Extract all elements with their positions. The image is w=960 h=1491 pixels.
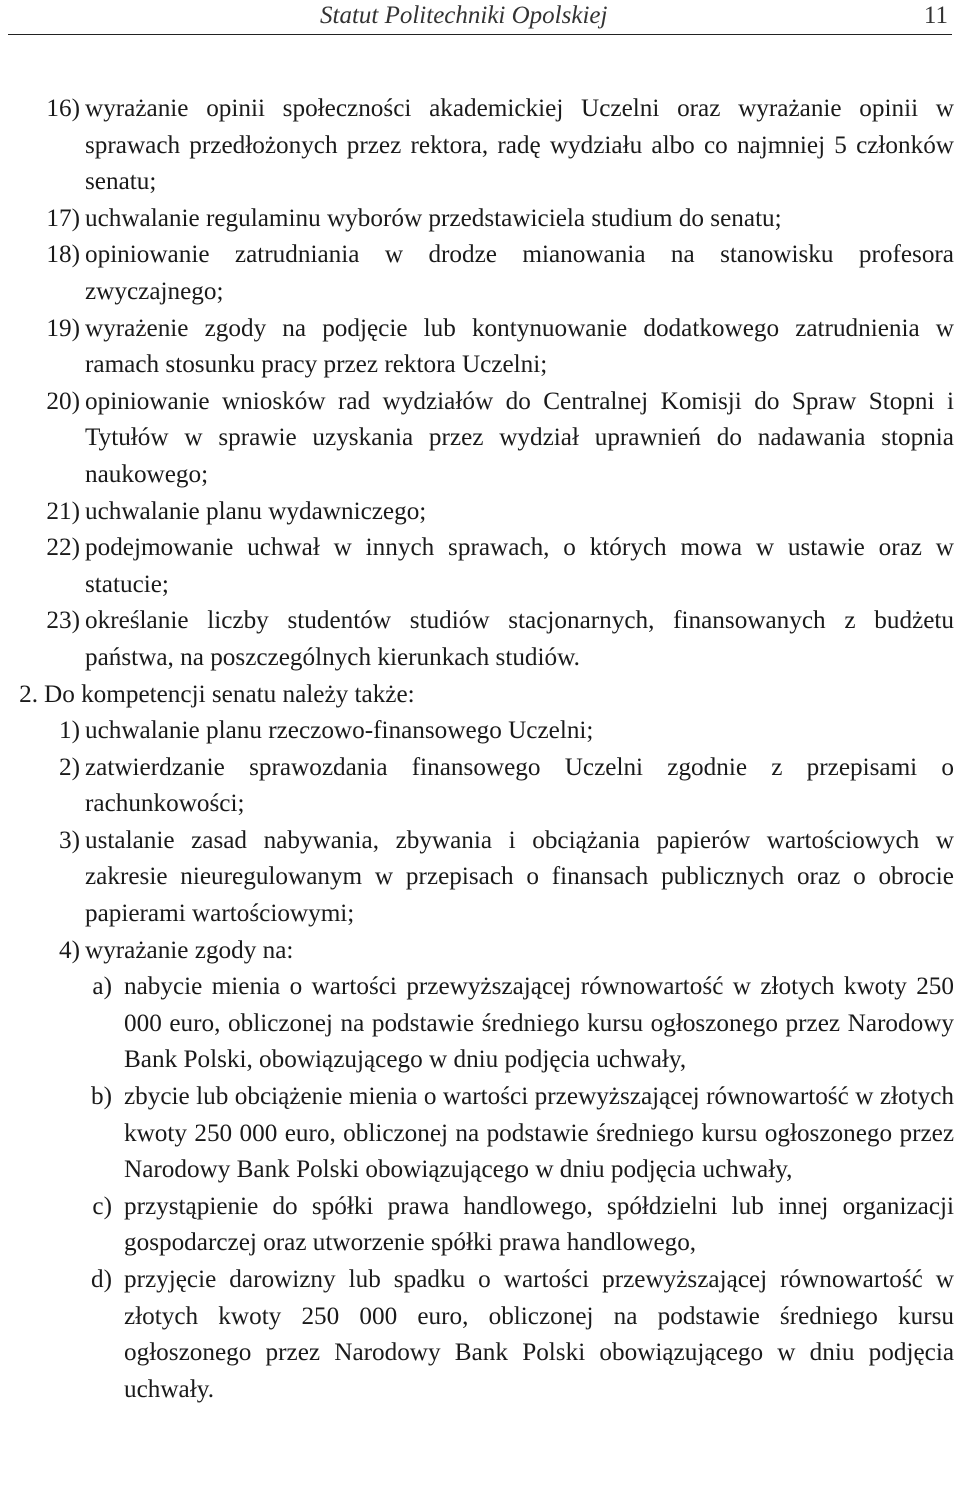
- item-text: opiniowanie zatrudniania w drodze mianowania na stanowisku profesora zwyczajnego;: [85, 241, 954, 305]
- list-item: [0, 933, 960, 970]
- item-number: 23): [46, 607, 80, 635]
- item-text: określanie liczby studentów studiów stacjonarnych, finansowanych z budżetu państwa, na poszczególnych kierunkach studiów.: [85, 607, 954, 671]
- list-item: [0, 530, 960, 603]
- item-number: 3): [59, 826, 80, 854]
- running-title: Statut Politechniki Opolskiej: [320, 2, 608, 29]
- sub-item-letter: a): [92, 973, 112, 1001]
- list-item: [0, 91, 960, 201]
- item-number: 1): [59, 717, 80, 745]
- running-header: [8, 0, 952, 35]
- item-text: wyrażenie zgody na podjęcie lub kontynuowanie dodatkowego zatrudnienia w ramach stosunku pracy przez rektora Uczelni;: [85, 314, 954, 379]
- item-number: 22): [46, 534, 80, 562]
- sub-list-item: [0, 1079, 960, 1189]
- item-text: zatwierdzanie sprawozdania finansowego Uczelni zgodnie z przepisami o rachunkowości;: [85, 753, 954, 818]
- item-text: uchwalanie planu wydawniczego;: [85, 497, 427, 525]
- list-item: [0, 201, 960, 238]
- section-heading: [0, 677, 960, 714]
- item-text: uchwalanie planu rzeczowo-finansowego Uczelni;: [85, 717, 594, 745]
- sub-list-item: [0, 969, 960, 1079]
- item-text: podejmowanie uchwał w innych sprawach, o których mowa w ustawie oraz w statucie;: [85, 534, 954, 598]
- list-item: [0, 384, 960, 494]
- item-number: 19): [46, 314, 80, 342]
- item-text: wyrażanie zgody na:: [85, 936, 294, 964]
- list-item: [0, 823, 960, 933]
- page-number: 11: [923, 2, 948, 29]
- section-number: 2.: [19, 680, 38, 708]
- list-item: [0, 311, 960, 384]
- list-item: [0, 713, 960, 750]
- sub-item-letter: d): [91, 1266, 112, 1293]
- item-number: 4): [59, 936, 80, 964]
- sub-list-item: [0, 1189, 960, 1262]
- sub-item-letter: c): [92, 1192, 112, 1220]
- item-number: 21): [46, 497, 80, 525]
- item-text: ustalanie zasad nabywania, zbywania i obciążania papierów wartościowych w zakresie nieuregulowanym w przepisach o finansach publicznych oraz o obrocie papierami wartościowymi;: [85, 826, 954, 928]
- item-number: 2): [59, 753, 80, 781]
- sub-item-text: nabycie mienia o wartości przewyższającej równowartość w złotych kwoty 250 000 euro, obliczonej na podstawie średniego kursu ogłoszonego przez Narodowy Bank Polski, obowiązującego w dniu podjęcia uchwały,: [124, 973, 954, 1074]
- list-item: [0, 237, 960, 310]
- section-text: Do kompetencji senatu należy także:: [44, 680, 415, 708]
- sub-list-item: [0, 1262, 960, 1408]
- item-number: 16): [46, 95, 80, 122]
- item-number: 17): [46, 204, 80, 232]
- item-text: opiniowanie wniosków rad wydziałów do Centralnej Komisji do Spraw Stopni i Tytułów w sprawie uzyskania przez wydział uprawnień do nadawania stopnia naukowego;: [85, 387, 954, 488]
- item-text: wyrażanie opinii społeczności akademickiej Uczelni oraz wyrażanie opinii w sprawach przedłożonych przez rektora, radę wydziału albo co najmniej 5 członków senatu;: [85, 95, 954, 196]
- document-body: [0, 91, 960, 1408]
- sub-item-letter: b): [91, 1083, 112, 1111]
- sub-item-text: przyjęcie darowizny lub spadku o wartości przewyższającej równowartość w złotych kwoty 250 000 euro, obliczonej na podstawie średniego kursu ogłoszonego przez Narodowy Bank Polski obowiązującego w dniu podjęcia uchwały.: [124, 1266, 954, 1403]
- sub-item-text: przystąpienie do spółki prawa handlowego, spółdzielni lub innej organizacji gospodarczej oraz utworzenie spółki prawa handlowego,: [124, 1192, 954, 1257]
- list-item: [0, 750, 960, 823]
- item-text: uchwalanie regulaminu wyborów przedstawiciela studium do senatu;: [85, 204, 782, 232]
- item-number: 20): [46, 387, 80, 415]
- list-item: [0, 494, 960, 531]
- sub-item-text: zbycie lub obciążenie mienia o wartości przewyższającej równowartość w złotych kwoty 250 000 euro, obliczonej na podstawie średniego kursu ogłoszonego przez Narodowy Bank Polski obowiązującego w dniu podjęcia uchwały,: [124, 1083, 954, 1184]
- list-item: [0, 603, 960, 676]
- item-number: 18): [46, 241, 80, 269]
